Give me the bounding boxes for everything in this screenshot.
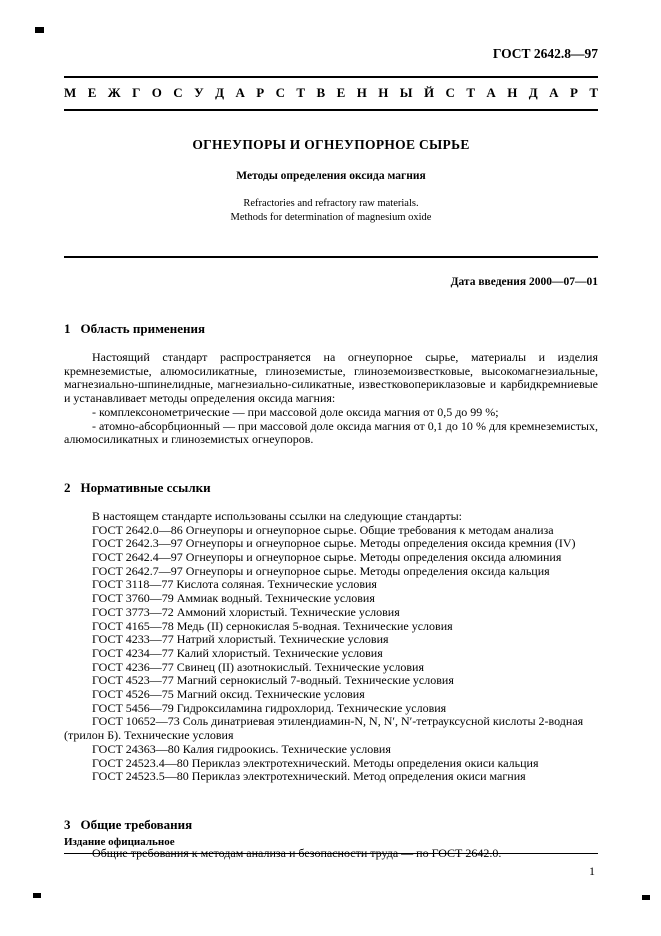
interstate-standard-banner: М Е Ж Г О С У Д А Р С Т В Е Н Н Ы Й С Т А Н Д А Р Т xyxy=(64,76,598,111)
title-en-line1: Refractories and refractory raw materials. xyxy=(243,198,419,209)
scope-method-item: - атомно-абсорбционный — при массовой доле оксида магния от 0,1 до 10 % для кремнеземистых, алюмосиликатных и глиноземистых огнеупоров. xyxy=(64,418,598,447)
doc-number: ГОСТ 2642.8—97 xyxy=(492,46,598,61)
section-2-number: 2 xyxy=(64,479,71,495)
scope-method-list xyxy=(64,406,598,447)
reference-item: ГОСТ 4234—77 Калий хлористый. Технические условия xyxy=(92,645,383,660)
section-3-number: 3 xyxy=(64,816,71,832)
references-list xyxy=(64,524,598,784)
document-title-english xyxy=(64,197,598,224)
document-page xyxy=(64,0,598,861)
reference-item: ГОСТ 4233—77 Натрий хлористый. Технические условия xyxy=(92,632,389,647)
document-subtitle: Методы определения оксида магния xyxy=(236,170,426,182)
reference-item: ГОСТ 5456—79 Гидроксиламина гидрохлорид. Технические условия xyxy=(92,700,447,715)
crop-mark-top-left xyxy=(35,27,44,33)
section-3-title: Общие требования xyxy=(80,816,193,832)
crop-mark-bottom-right xyxy=(642,895,650,900)
section-2-heading xyxy=(64,480,598,496)
section-1-number: 1 xyxy=(64,321,71,336)
reference-item: ГОСТ 4526—75 Магний оксид. Технические условия xyxy=(92,687,365,702)
general-requirements-paragraph: Общие требования к методам анализа и безопасности труда — по ГОСТ 2642.0. xyxy=(92,845,502,860)
title-en-line2: Methods for determination of magnesium oxide xyxy=(230,211,432,223)
reference-item: ГОСТ 4236—77 Свинец (II) азотнокислый. Технические условия xyxy=(92,659,424,674)
reference-item: ГОСТ 10652—73 Соль динатриевая этилендиамин-N, N, N′, N′-тетрауксусной кислоты 2-водная (трилон Б). Технические условия xyxy=(64,714,584,743)
reference-item: ГОСТ 2642.3—97 Огнеупоры и огнеупорное сырье. Методы определения оксида кремния (IV) xyxy=(92,536,576,551)
references-intro: В настоящем стандарте использованы ссылки на следующие стандарты: xyxy=(92,508,463,523)
reference-item: ГОСТ 24523.4—80 Периклаз электротехнический. Методы определения окиси кальция xyxy=(92,755,539,770)
reference-item: ГОСТ 3760—79 Аммиак водный. Технические условия xyxy=(92,591,375,606)
document-title: ОГНЕУПОРЫ И ОГНЕУПОРНОЕ СЫРЬЕ xyxy=(192,137,470,152)
reference-item: ГОСТ 2642.4—97 Огнеупоры и огнеупорное сырье. Методы определения оксида алюминия xyxy=(92,550,562,565)
section-2-title: Нормативные ссылки xyxy=(80,479,211,495)
scope-method-item: - комплексонометрические — при массовой доле оксида магния от 0,5 до 99 %; xyxy=(92,404,499,419)
effective-date: Дата введения 2000—07—01 xyxy=(450,276,598,288)
reference-item: ГОСТ 4165—78 Медь (II) сернокислая 5-водная. Технические условия xyxy=(92,618,453,633)
reference-item: ГОСТ 4523—77 Магний сернокислый 7-водный. Технические условия xyxy=(92,673,454,688)
section-1-title: Область применения xyxy=(80,321,205,336)
reference-item: ГОСТ 24523.5—80 Периклаз электротехнический. Метод определения окиси магния xyxy=(92,769,526,784)
reference-item: ГОСТ 2642.7—97 Огнеупоры и огнеупорное сырье. Методы определения оксида кальция xyxy=(92,563,550,578)
official-edition-label: Издание официальное xyxy=(64,836,598,854)
header-divider-rule xyxy=(64,256,598,258)
crop-mark-bottom-left xyxy=(33,893,41,898)
reference-item: ГОСТ 3118—77 Кислота соляная. Технические условия xyxy=(92,577,377,592)
page-number: 1 xyxy=(589,864,595,878)
section-1-heading xyxy=(64,321,598,337)
reference-item: ГОСТ 3773—72 Аммоний хлористый. Технические условия xyxy=(92,604,400,619)
section-3-heading xyxy=(64,817,598,833)
page-footer xyxy=(64,836,598,879)
reference-item: ГОСТ 2642.0—86 Огнеупоры и огнеупорное сырье. Общие требования к методам анализа xyxy=(92,522,554,537)
reference-item: ГОСТ 24363—80 Калия гидроокись. Технические условия xyxy=(92,741,391,756)
scope-paragraph: Настоящий стандарт распространяется на огнеупорное сырье, материалы и изделия кремнеземистые, алюмосиликатные, глиноземистые, глиноземоизвестковые, высокомагнезиальные, магнезиально-шпинелидные, магнезиально-силикатные, известковопериклазовые и карбидкремниевые и устанавливает методы определения оксида магния: xyxy=(64,350,598,406)
